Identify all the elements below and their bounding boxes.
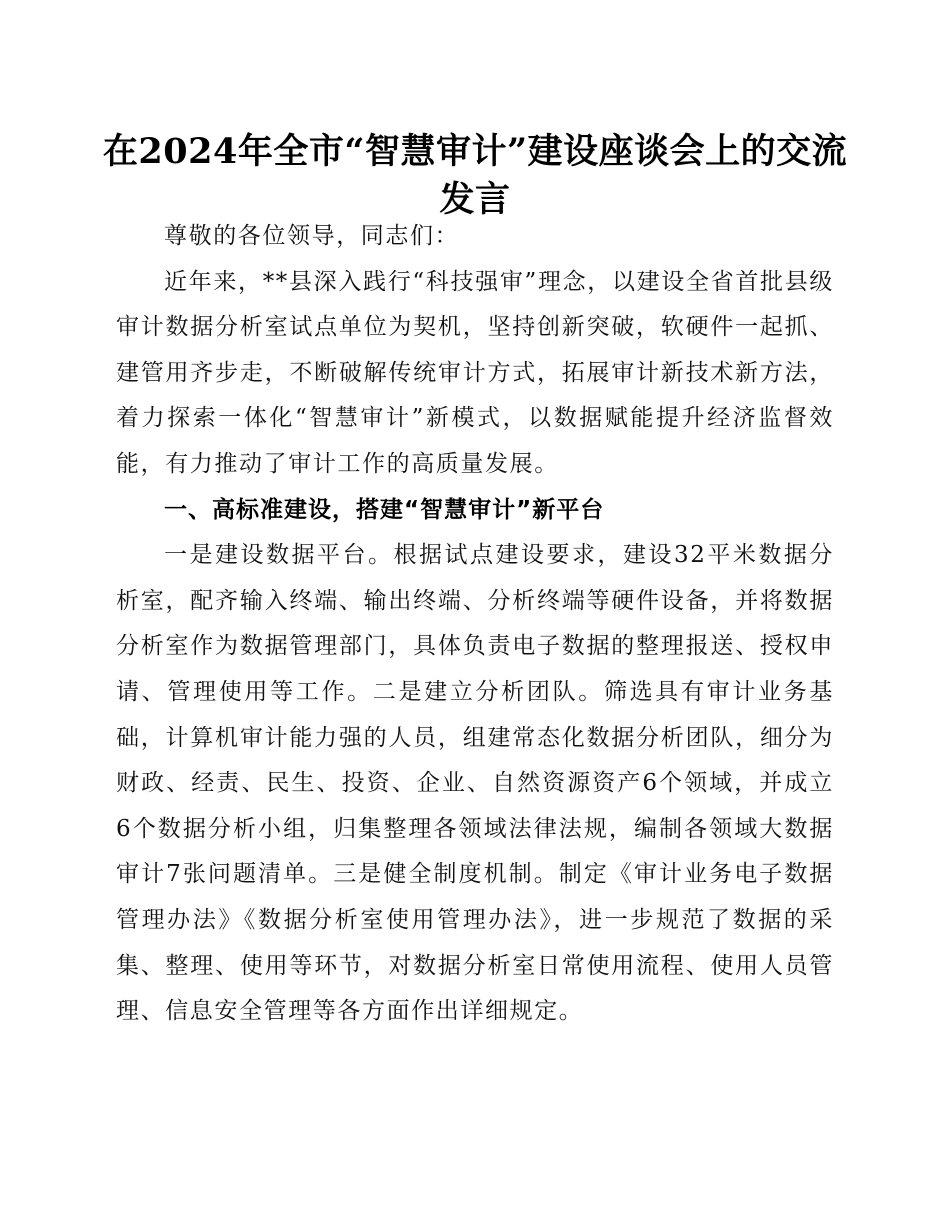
section-paragraph: 一是建设数据平台。根据试点建设要求，建设32平米数据分析室，配齐输入终端、输出终端、分析终端等硬件设备，并将数据分析室作为数据管理部门，具体负责电子数据的整理报送、授权申请、管理使用等工作。二是建立分析团队。筛选具有审计业务基础，计算机审计能力强的人员，组建常态化数据分析团队，细分为财政、经责、民生、投资、企业、自然资源资产6个领域，并成立6个数据分析小组，归集整理各领域法律法规，编制各领域大数据审计7张问题清单。三是健全制度机制。制定《审计业务电子数据管理办法》《数据分析室使用管理办法》，进一步规范了数据的采集、整理、使用等环节，对数据分析室日常使用流程、使用人员管理、信息安全管理等各方面作出详细规定。 <box>116 542 834 1025</box>
salutation: 尊敬的各位领导，同志们： <box>164 223 460 249</box>
document-body <box>116 214 834 1035</box>
section-heading: 一、高标准建设，搭建“智慧审计”新平台 <box>164 496 605 523</box>
document-title: 在2024年全市“智慧审计”建设座谈会上的交流发言 <box>102 131 848 220</box>
intro-paragraph: 近年来，**县深入践行“科技强审”理念，以建设全省首批县级审计数据分析室试点单位为契机，坚持创新突破，软硬件一起抓、建管用齐步走，不断破解传统审计方式，拓展审计新技术新方法，着力探索一体化“智慧审计”新模式，以数据赋能提升经济监督效能，有力推动了审计工作的高质量发展。 <box>116 268 834 477</box>
